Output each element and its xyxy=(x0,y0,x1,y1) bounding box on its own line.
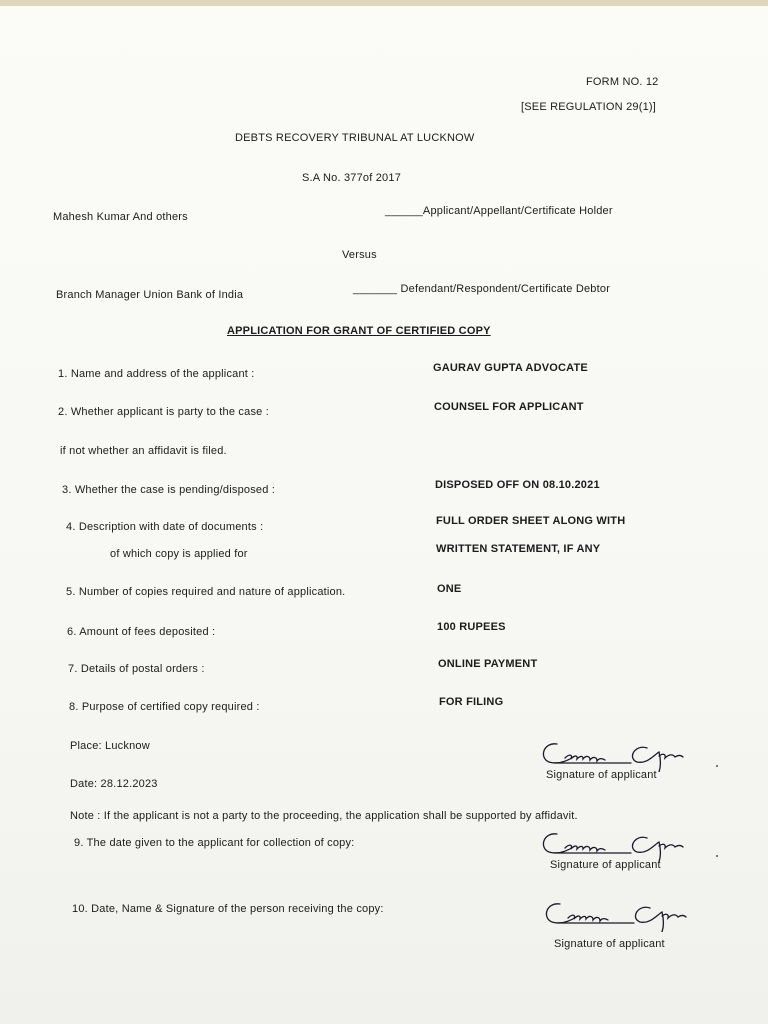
signature-label: Signature of applicant xyxy=(550,859,661,871)
form-number: FORM NO. 12 xyxy=(586,76,659,88)
item-answer: ONE xyxy=(437,583,462,595)
signature-image xyxy=(535,826,725,862)
case-number: S.A No. 377of 2017 xyxy=(302,172,402,184)
applicant-name: Mahesh Kumar And others xyxy=(53,211,188,223)
item-answer: ONLINE PAYMENT xyxy=(438,658,538,670)
item-answer: GAURAV GUPTA ADVOCATE xyxy=(433,362,588,374)
place: Place: Lucknow xyxy=(70,740,150,752)
item-question: 1. Name and address of the applicant : xyxy=(58,368,255,380)
applicant-role: ______Applicant/Appellant/Certificate Holder xyxy=(385,205,613,217)
item-question: 2. Whether applicant is party to the case : xyxy=(58,406,269,418)
collection-date-item: 9. The date given to the applicant for collection of copy: xyxy=(74,837,355,849)
item-answer: 100 RUPEES xyxy=(437,621,506,633)
item-answer: FULL ORDER SHEET ALONG WITH xyxy=(436,515,626,527)
receiver-item: 10. Date, Name & Signature of the person receiving the copy: xyxy=(72,903,384,915)
signature-image xyxy=(538,896,728,932)
respondent-role: _______ Defendant/Respondent/Certificate Debtor xyxy=(353,283,611,295)
respondent-name: Branch Manager Union Bank of India xyxy=(56,289,244,301)
versus-label: Versus xyxy=(342,249,377,261)
date: Date: 28.12.2023 xyxy=(70,778,158,790)
item-answer: WRITTEN STATEMENT, IF ANY xyxy=(436,543,601,555)
item-answer: FOR FILING xyxy=(439,696,504,708)
item-question: if not whether an affidavit is filed. xyxy=(60,445,227,457)
item-question: 3. Whether the case is pending/disposed : xyxy=(62,484,276,496)
tribunal-name: DEBTS RECOVERY TRIBUNAL AT LUCKNOW xyxy=(235,132,475,144)
application-heading: APPLICATION FOR GRANT OF CERTIFIED COPY xyxy=(227,325,491,337)
signature-image xyxy=(535,736,725,772)
item-question: 6. Amount of fees deposited : xyxy=(67,626,216,638)
item-question: 4. Description with date of documents : xyxy=(66,521,264,533)
page-edge xyxy=(0,0,768,6)
item-question: 5. Number of copies required and nature of application. xyxy=(66,586,346,598)
affidavit-note: Note : If the applicant is not a party to the proceeding, the application shall be supported by affidavit. xyxy=(70,810,578,822)
item-question: 7. Details of postal orders : xyxy=(68,663,205,675)
signature-label: Signature of applicant xyxy=(554,938,665,950)
item-question: 8. Purpose of certified copy required : xyxy=(69,701,260,713)
regulation: [SEE REGULATION 29(1)] xyxy=(521,101,657,113)
item-answer: COUNSEL FOR APPLICANT xyxy=(434,401,584,413)
item-question: of which copy is applied for xyxy=(110,548,248,560)
item-answer: DISPOSED OFF ON 08.10.2021 xyxy=(435,479,600,491)
signature-label: Signature of applicant xyxy=(546,769,657,781)
